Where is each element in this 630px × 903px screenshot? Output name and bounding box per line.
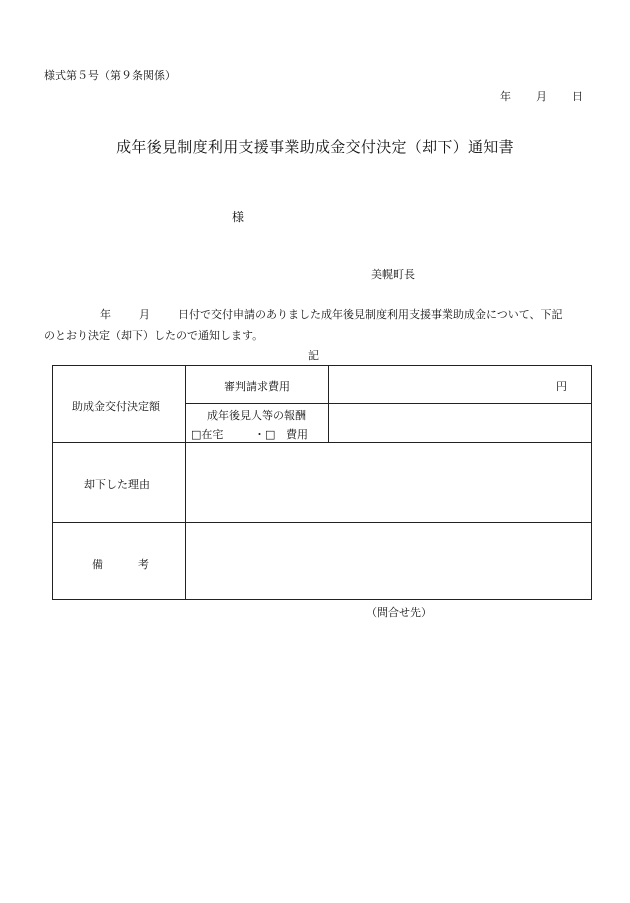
col-divider-1 (185, 366, 186, 599)
remarks-label-2: 考 (138, 558, 149, 571)
form-number: 様式第５号（第９条関係） (44, 69, 176, 82)
body-year: 年 (100, 308, 111, 321)
inquiry-label: （問合せ先） (366, 606, 432, 619)
col-divider-2 (328, 366, 329, 442)
facility-option-checkbox[interactable]: ・□ (254, 428, 276, 441)
document-title: 成年後見制度利用支援事業助成金交付決定（却下）通知書 (116, 138, 514, 156)
row-divider-2 (53, 522, 591, 523)
date-line (500, 88, 583, 104)
home-option-checkbox[interactable]: □在宅 (191, 428, 224, 441)
guardian-fee-label: 成年後見人等の報酬 (207, 409, 306, 422)
row-divider-1 (53, 442, 591, 443)
yen-unit: 円 (556, 380, 567, 393)
body-line-1 (100, 306, 563, 322)
body-line-1-text: 日付で交付申請のありました成年後見制度利用支援事業助成金について、下記 (178, 308, 563, 321)
date-year: 年 (500, 90, 511, 103)
date-month: 月 (536, 90, 547, 103)
ki-mark: 記 (308, 349, 319, 362)
cost-label: 費用 (286, 428, 308, 441)
rejection-reason-label: 却下した理由 (84, 478, 150, 491)
grant-amount-label: 助成金交付決定額 (72, 400, 160, 413)
remarks-label-1: 備 (92, 558, 103, 571)
body-month: 月 (139, 308, 150, 321)
body-line-2: のとおり決定（却下）したので通知します。 (44, 329, 264, 342)
trial-cost-label: 審判請求費用 (224, 380, 290, 393)
decision-table (52, 365, 592, 600)
addressee-suffix: 様 (232, 210, 245, 224)
issuer: 美幌町長 (371, 268, 415, 281)
date-day: 日 (572, 90, 583, 103)
row-divider-sub (185, 403, 591, 404)
